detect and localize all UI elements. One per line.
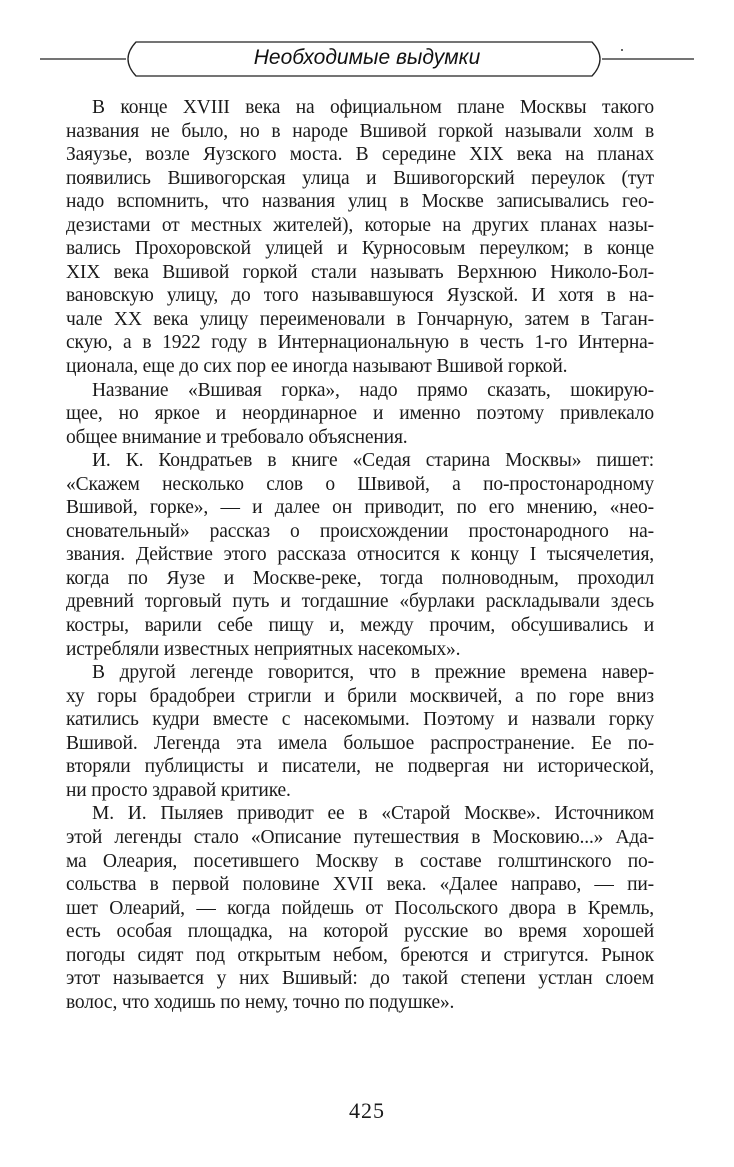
text-line: Название «Вшивая горка», надо прямо сказать, шокирую- xyxy=(92,379,654,401)
text-line: вторяли публицисты и писатели, не подвергая ни исторической, xyxy=(66,756,654,778)
header-title: Необходимые выдумки xyxy=(253,46,481,69)
paragraph xyxy=(66,379,654,450)
text-line: чале XX века улицу переименовали в Гончарную, затем в Таган- xyxy=(66,308,654,330)
text-line: волос, что ходишь по нему, точно по подушке». xyxy=(66,991,455,1013)
text-line: этот называется у них Вшивый: до такой степени устлан слоем xyxy=(66,968,654,990)
paragraph xyxy=(66,449,654,661)
text-line: катились кудри вместе с насекомыми. Поэтому и назвали горку xyxy=(66,709,654,731)
paragraph xyxy=(66,661,654,802)
text-line: шет Олеарий, — когда пойдешь от Посольского двора в Кремль, xyxy=(66,897,654,919)
text-line: погоды сидят под открытым небом, бреются и стригутся. Рынок xyxy=(66,944,654,966)
text-line: вались Прохоровской улицей и Курносовым переулком; в конце xyxy=(66,238,654,260)
paragraph xyxy=(66,802,654,1014)
text-line: Вшивой. Легенда эта имела большое распространение. Ее по- xyxy=(66,732,654,754)
running-header xyxy=(40,36,694,82)
text-line: дезистами от местных жителей), которые на других планах назы- xyxy=(66,214,654,236)
text-line: И. К. Кондратьев в книге «Седая старина Москвы» пишет: xyxy=(92,450,654,472)
text-line: есть особая площадка, на которой русские во время хорошей xyxy=(66,921,654,943)
text-line: истребляли известных неприятных насекомых». xyxy=(66,638,461,660)
text-line: Заяузье, возле Яузского моста. В середине XIX века на планах xyxy=(66,144,654,166)
body-text xyxy=(66,96,654,1014)
text-line: когда по Яузе и Москве-реке, тогда полноводным, проходил xyxy=(66,567,654,589)
text-line: костры, варили себе пищу и, между прочим, обсушивались и xyxy=(66,615,654,637)
text-line: ни просто здравой критике. xyxy=(66,779,291,801)
text-line: появились Вшивогорская улица и Вшивогорский переулок (тут xyxy=(66,167,654,189)
text-line: сольства в первой половине XVII века. «Далее направо, — пи- xyxy=(66,874,654,896)
text-line: щее, но яркое и неординарное и именно поэтому привлекало xyxy=(66,403,654,425)
text-line: скую, а в 1922 году в Интернациональную в честь 1-го Интерна- xyxy=(66,332,654,354)
text-line: «Скажем несколько слов о Швивой, а по-простонародному xyxy=(66,473,654,495)
text-line: звания. Действие этого рассказа относится к концу I тысячелетия, xyxy=(66,544,654,566)
text-line: ционала, еще до сих пор ее иногда называют Вшивой горкой. xyxy=(66,356,568,378)
page-number: 425 xyxy=(349,1098,385,1123)
text-line: ма Олеария, посетившего Москву в составе голштинского по- xyxy=(66,850,654,872)
text-line: В конце XVIII века на официальном плане Москвы такого xyxy=(92,97,654,118)
text-line: М. И. Пыляев приводит ее в «Старой Москве». Источником xyxy=(92,803,654,825)
text-line: древний торговый путь и тогдашние «бурлаки раскладывали здесь xyxy=(66,591,654,613)
text-line: В другой легенде говорится, что в прежние времена навер- xyxy=(92,662,654,684)
text-line: сновательный» рассказ о происхождении простонародного на- xyxy=(66,520,654,542)
text-line: XIX века Вшивой горкой стали называть Верхнюю Николо-Бол- xyxy=(66,261,654,283)
text-line: вановскую улицу, до того называвшуюся Яузской. И хотя в на- xyxy=(66,285,654,307)
text-line: этой легенды стало «Описание путешествия в Московию...» Ада- xyxy=(66,826,654,848)
text-line: Вшивой, горке», — и далее он приводит, по его мнению, «нео- xyxy=(66,497,654,519)
text-line: названия не было, но в народе Вшивой горкой называли холм в xyxy=(66,120,654,142)
paragraph xyxy=(66,96,654,379)
text-line: ху горы брадобреи стригли и брили москвичей, а по горе вниз xyxy=(66,685,654,707)
text-line: общее внимание и требовало объяснения. xyxy=(66,426,408,448)
text-line: надо вспомнить, что названия улиц в Москве записывались гео- xyxy=(66,191,654,213)
